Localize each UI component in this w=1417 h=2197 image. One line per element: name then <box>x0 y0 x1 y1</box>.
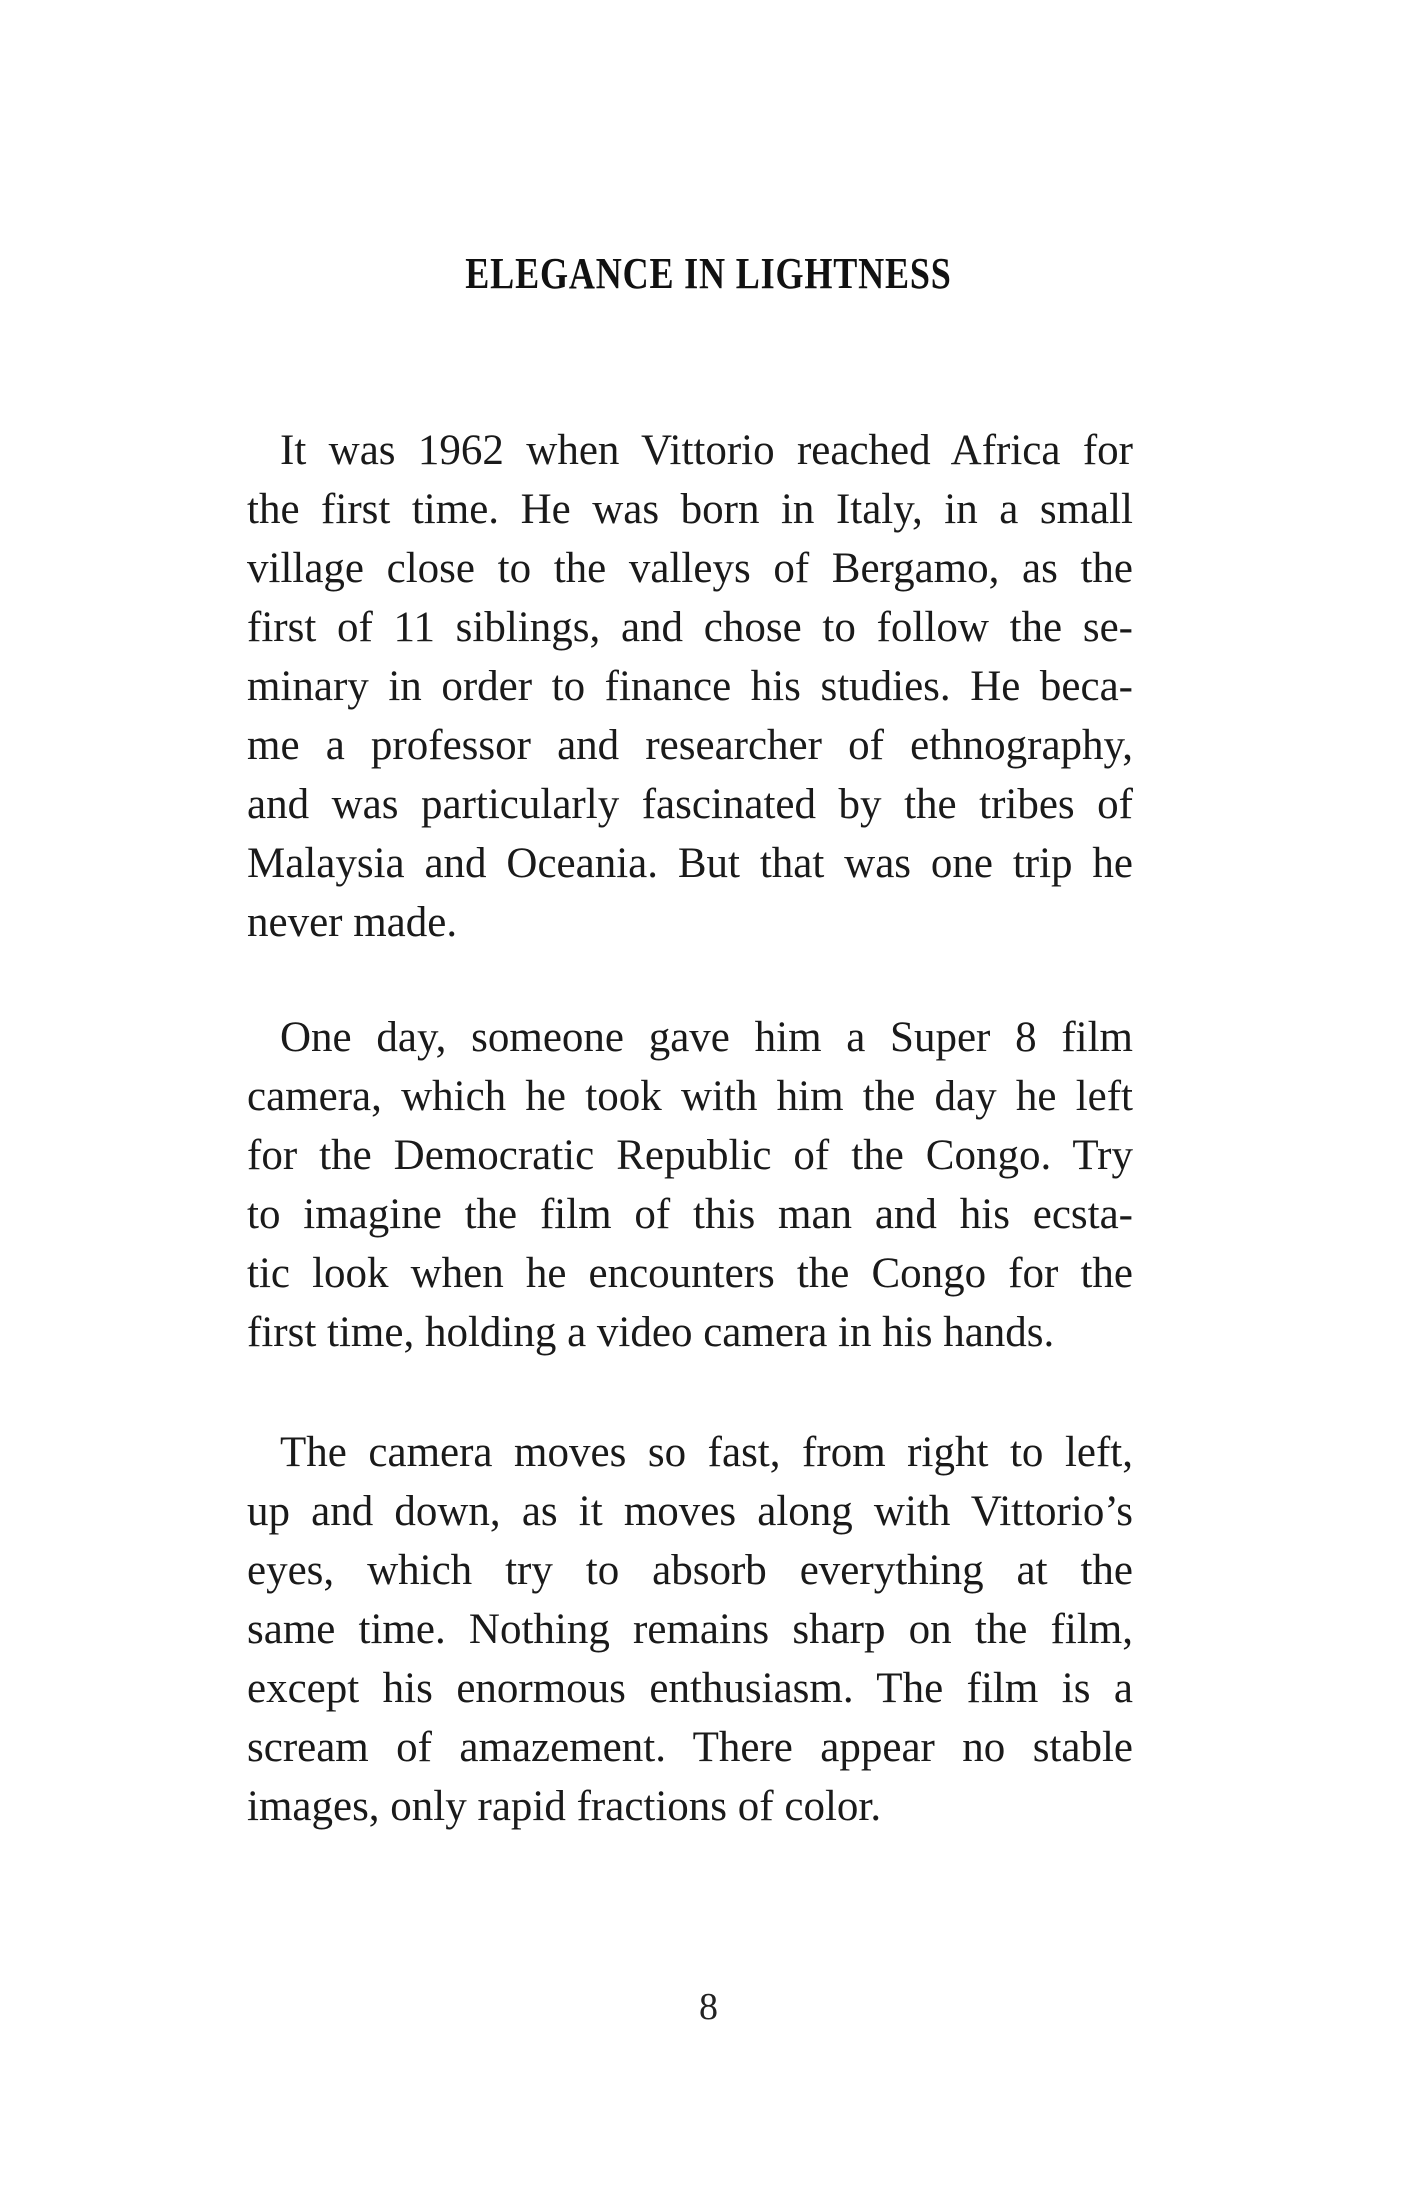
text-line: camera, which he took with him the day he left <box>247 1073 1133 1120</box>
text-line: first time, holding a video camera in his hands. <box>247 1309 1055 1356</box>
text-line: for the Democratic Republic of the Congo. Try <box>247 1132 1133 1179</box>
text-line: eyes, which try to absorb everything at the <box>247 1547 1133 1594</box>
text-line: scream of amazement. There appear no stable <box>247 1724 1133 1771</box>
text-line: The camera moves so fast, from right to left, <box>280 1429 1133 1476</box>
text-line: minary in order to finance his studies. He beca- <box>247 663 1133 710</box>
text-line: Malaysia and Oceania. But that was one trip he <box>247 840 1133 887</box>
paragraph-1 <box>247 421 1133 952</box>
text-line: except his enormous enthusiasm. The film is a <box>247 1665 1133 1712</box>
text-line: the first time. He was born in Italy, in a small <box>247 486 1133 533</box>
text-line: first of 11 siblings, and chose to follow the se- <box>247 604 1133 651</box>
paragraph-2 <box>247 1008 1133 1362</box>
page-number: 8 <box>699 1986 718 2028</box>
text-line: images, only rapid fractions of color. <box>247 1783 882 1830</box>
text-line: me a professor and researcher of ethnography, <box>247 722 1133 769</box>
text-line: same time. Nothing remains sharp on the film, <box>247 1606 1133 1653</box>
text-line: village close to the valleys of Bergamo, as the <box>247 545 1133 592</box>
text-line: One day, someone gave him a Super 8 film <box>280 1014 1133 1061</box>
text-line: up and down, as it moves along with Vittorio’s <box>247 1488 1133 1535</box>
text-line: never made. <box>247 899 458 946</box>
text-line: to imagine the film of this man and his ecsta- <box>247 1191 1133 1238</box>
paragraph-3 <box>247 1423 1133 1836</box>
text-line: tic look when he encounters the Congo for the <box>247 1250 1133 1297</box>
text-line: It was 1962 when Vittorio reached Africa for <box>280 427 1133 474</box>
text-line: and was particularly fascinated by the tribes of <box>247 781 1133 828</box>
chapter-title: ELEGANCE IN LIGHTNESS <box>465 249 952 298</box>
